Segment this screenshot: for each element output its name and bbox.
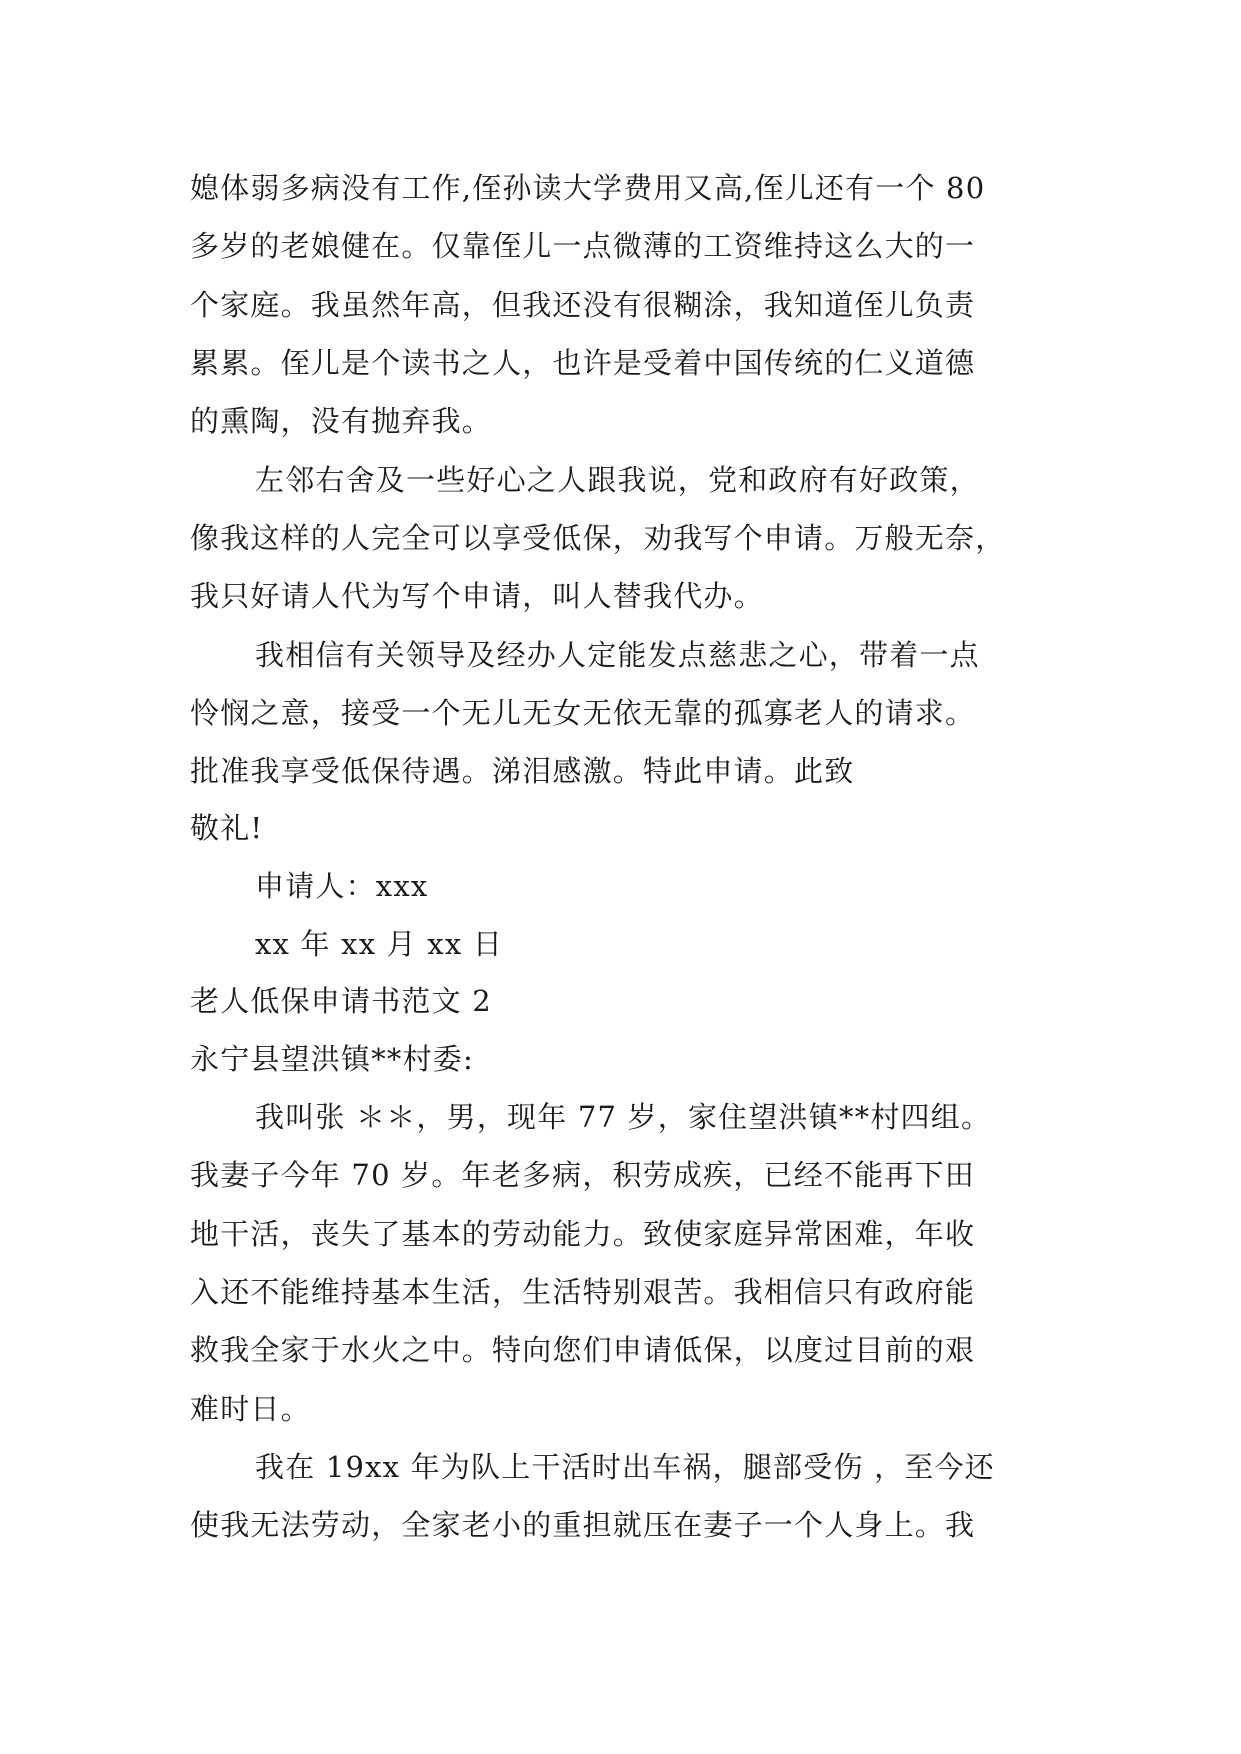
text-line: 媳体弱多病没有工作,侄孙读大学费用又高,侄儿还有一个 80	[190, 171, 986, 205]
applicant-signature: 申请人：xxx	[255, 869, 429, 903]
text-line: 个家庭。我虽然年高，但我还没有很糊涂，我知道侄儿负责	[190, 288, 976, 322]
text-line: 入还不能维持基本生活，生活特别艰苦。我相信只有政府能	[190, 1275, 976, 1309]
paragraph-start: 我叫张 ＊＊，男，现年 77 岁，家住望洪镇**村四组。	[255, 1100, 992, 1134]
paragraph-start: 我在 19xx 年为队上干活时出车祸，腿部受伤 ，至今还	[255, 1450, 995, 1484]
date-line: xx 年 xx 月 xx 日	[255, 927, 504, 961]
section-title: 老人低保申请书范文 2	[190, 984, 492, 1018]
text-line: 多岁的老娘健在。仅靠侄儿一点微薄的工资维持这么大的一	[190, 229, 976, 263]
text-line: 地干活，丧失了基本的劳动能力。致使家庭异常困难，年收	[190, 1217, 976, 1251]
text-line: 的熏陶，没有抛弃我。	[190, 404, 493, 438]
text-line: 像我这样的人完全可以享受低保，劝我写个申请。万般无奈，	[190, 521, 1006, 555]
addressee: 永宁县望洪镇**村委:	[190, 1042, 474, 1076]
text-line: 我只好请人代为写个申请，叫人替我代办。	[190, 579, 764, 613]
text-line: 批准我享受低保待遇。涕泪感激。特此申请。此致	[190, 754, 855, 788]
text-line: 累累。侄儿是个读书之人，也许是受着中国传统的仁义道德	[190, 346, 976, 380]
text-line: 我妻子今年 70 岁。年老多病，积劳成疾，已经不能再下田	[190, 1158, 975, 1192]
text-line: 怜悯之意，接受一个无儿无女无依无靠的孤寡老人的请求。	[190, 696, 976, 730]
paragraph-start: 我相信有关领导及经办人定能发点慈悲之心，带着一点	[255, 638, 980, 672]
text-line: 使我无法劳动，全家老小的重担就压在妻子一个人身上。我	[190, 1508, 976, 1542]
paragraph-start: 左邻右舍及一些好心之人跟我说，党和政府有好政策，	[255, 463, 980, 497]
text-line: 难时日。	[190, 1392, 311, 1426]
closing-salutation: 敬礼!	[190, 811, 264, 845]
text-line: 救我全家于水火之中。特向您们申请低保，以度过目前的艰	[190, 1333, 976, 1367]
